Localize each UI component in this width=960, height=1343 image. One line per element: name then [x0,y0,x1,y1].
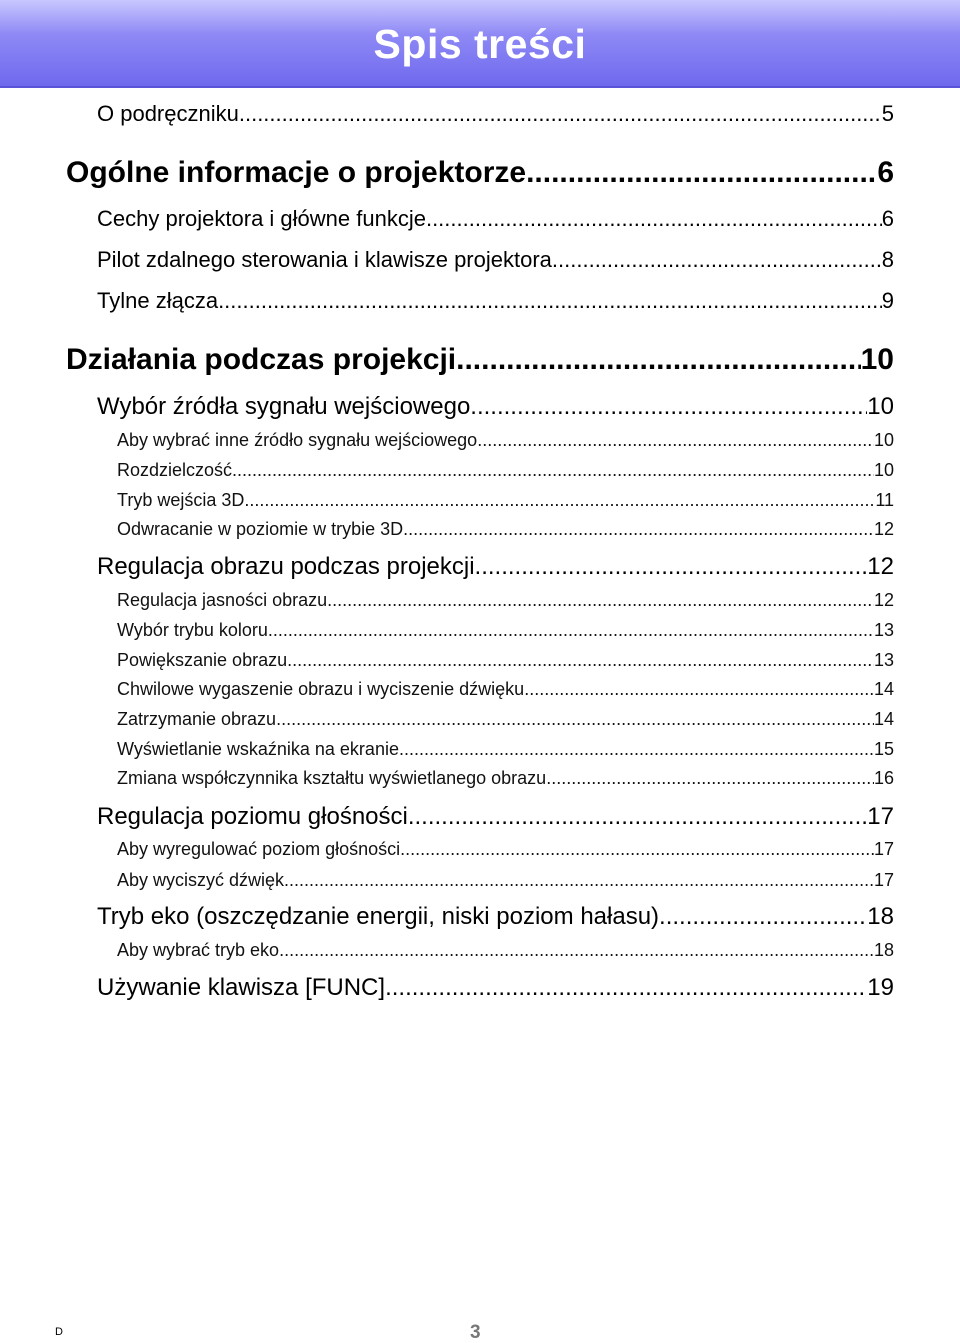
leader-dots [400,837,874,861]
toc-entry-title: Regulacja obrazu podczas projekcji [97,553,475,580]
toc-subsection[interactable] [117,707,894,731]
leader-dots [279,938,874,962]
toc-entry-page: 19 [867,974,894,1001]
toc-entry[interactable] [97,246,894,274]
toc-entry-page: 8 [881,247,894,272]
toc-entry-page: 12 [873,590,894,610]
leader-dots [477,428,874,452]
toc-entry-title: Działania podczas projekcji [66,343,457,376]
toc-entry-page: 11 [875,490,894,510]
toc-chapter[interactable] [66,155,894,191]
toc-subsection[interactable] [117,868,894,892]
toc-entry-title: Ogólne informacje o projektorze [66,156,527,189]
leader-dots [327,588,874,612]
page-number: 3 [470,1322,481,1343]
toc-entry-title: Rozdzielczość [117,460,233,480]
toc-entry-page: 17 [873,839,894,859]
toc-subsection[interactable] [117,588,894,612]
toc-section[interactable] [97,973,894,1003]
toc-entry-page: 13 [873,650,894,670]
toc-entry-page: 6 [881,206,894,231]
toc-entry-title: Wybór trybu koloru [117,620,268,640]
leader-dots [268,618,874,642]
toc-entry-page: 10 [867,393,894,420]
toc-section[interactable] [97,802,894,832]
leader-dots [470,392,867,422]
toc-entry-title: Regulacja jasności obrazu [117,590,328,610]
leader-dots [408,802,867,832]
leader-dots [426,205,882,233]
toc-entry-page: 12 [867,553,894,580]
leader-dots [232,458,874,482]
leader-dots [552,246,882,274]
leader-dots [218,287,882,315]
toc-entry-page: 14 [873,709,894,729]
toc-entry[interactable] [97,100,894,128]
leader-dots [403,517,874,541]
toc-entry-page: 17 [873,870,894,890]
toc-subsection[interactable] [117,737,894,761]
toc-entry-page: 17 [867,803,894,830]
leader-dots [244,488,875,512]
leader-dots [399,737,874,761]
toc-subsection[interactable] [117,648,894,672]
toc-entry-title: Aby wybrać inne źródło sygnału wejściowego [117,430,478,450]
toc-entry-title: Zatrzymanie obrazu [117,709,277,729]
leader-dots [257,100,882,128]
toc-entry-title: Odwracanie w poziomie w trybie 3D [117,519,404,539]
toc-entry-page: 16 [873,768,894,788]
toc-subsection[interactable] [117,428,894,452]
toc-entry-title: O podręczniku... [97,101,258,126]
toc-entry-page: 6 [877,156,894,189]
toc-entry-title: Aby wybrać tryb eko [117,940,280,960]
toc-subsection[interactable] [117,488,894,512]
toc-entry-title: Regulacja poziomu głośności [97,803,408,830]
leader-dots [546,766,874,790]
leader-dots [524,677,874,701]
toc-entry-title: Tryb eko (oszczędzanie energii, niski poziom hałasu) [97,903,660,930]
toc-entry-page: 12 [873,519,894,539]
leader-dots [659,902,867,932]
leader-dots [526,155,877,191]
toc-entry-page: 18 [867,903,894,930]
leader-dots [385,973,867,1003]
toc-entry[interactable] [97,205,894,233]
toc-subsection[interactable] [117,618,894,642]
toc-entry-title: Tylne złącza [97,288,219,313]
page-title: Spis treści [373,21,587,67]
toc-entry-title: Chwilowe wygaszenie obrazu i wyciszenie dźwięku [117,679,525,699]
toc-entry-page: 10 [873,460,894,480]
toc-entry[interactable] [97,287,894,315]
toc-entry-page: 14 [873,679,894,699]
toc-entry-page: 15 [873,739,894,759]
toc-subsection[interactable] [117,837,894,861]
toc-entry-page: 10 [860,343,894,376]
leader-dots [287,648,874,672]
toc-section[interactable] [97,552,894,582]
footer-mark: D [55,1326,63,1338]
toc-entry-page: 5 [881,101,894,126]
toc-chapter[interactable] [66,342,894,378]
toc-subsection[interactable] [117,938,894,962]
toc-subsection[interactable] [117,677,894,701]
toc-entry-title: Aby wyciszyć dźwięk [117,870,285,890]
toc-entry-page: 9 [881,288,894,313]
toc-entry-page: 18 [873,940,894,960]
toc-entry-title: Używanie klawisza [FUNC] [97,974,386,1001]
toc-entry-page: 10 [873,430,894,450]
leader-dots [456,342,860,378]
leader-dots [284,868,874,892]
toc-subsection[interactable] [117,517,894,541]
toc-entry-title: Zmiana współczynnika kształtu wyświetlanego obrazu [117,768,547,788]
toc-subsection[interactable] [117,458,894,482]
toc-entry-title: Wybór źródła sygnału wejściowego [97,393,471,420]
toc-entry-page: 13 [873,620,894,640]
toc-section[interactable] [97,902,894,932]
toc-entry-title: Tryb wejścia 3D [117,490,245,510]
toc-entry-title: Powiększanie obrazu [117,650,288,670]
toc-entry-title: Wyświetlanie wskaźnika na ekranie [117,739,399,759]
toc-subsection[interactable] [117,766,894,790]
toc-entry-title: Cechy projektora i główne funkcje [97,206,426,231]
toc-entry-title: Aby wyregulować poziom głośności [117,839,401,859]
leader-dots [475,552,868,582]
leader-dots [276,707,874,731]
toc-section[interactable] [97,392,894,422]
toc-entry-title: Pilot zdalnego sterowania i klawisze projektora [97,247,552,272]
